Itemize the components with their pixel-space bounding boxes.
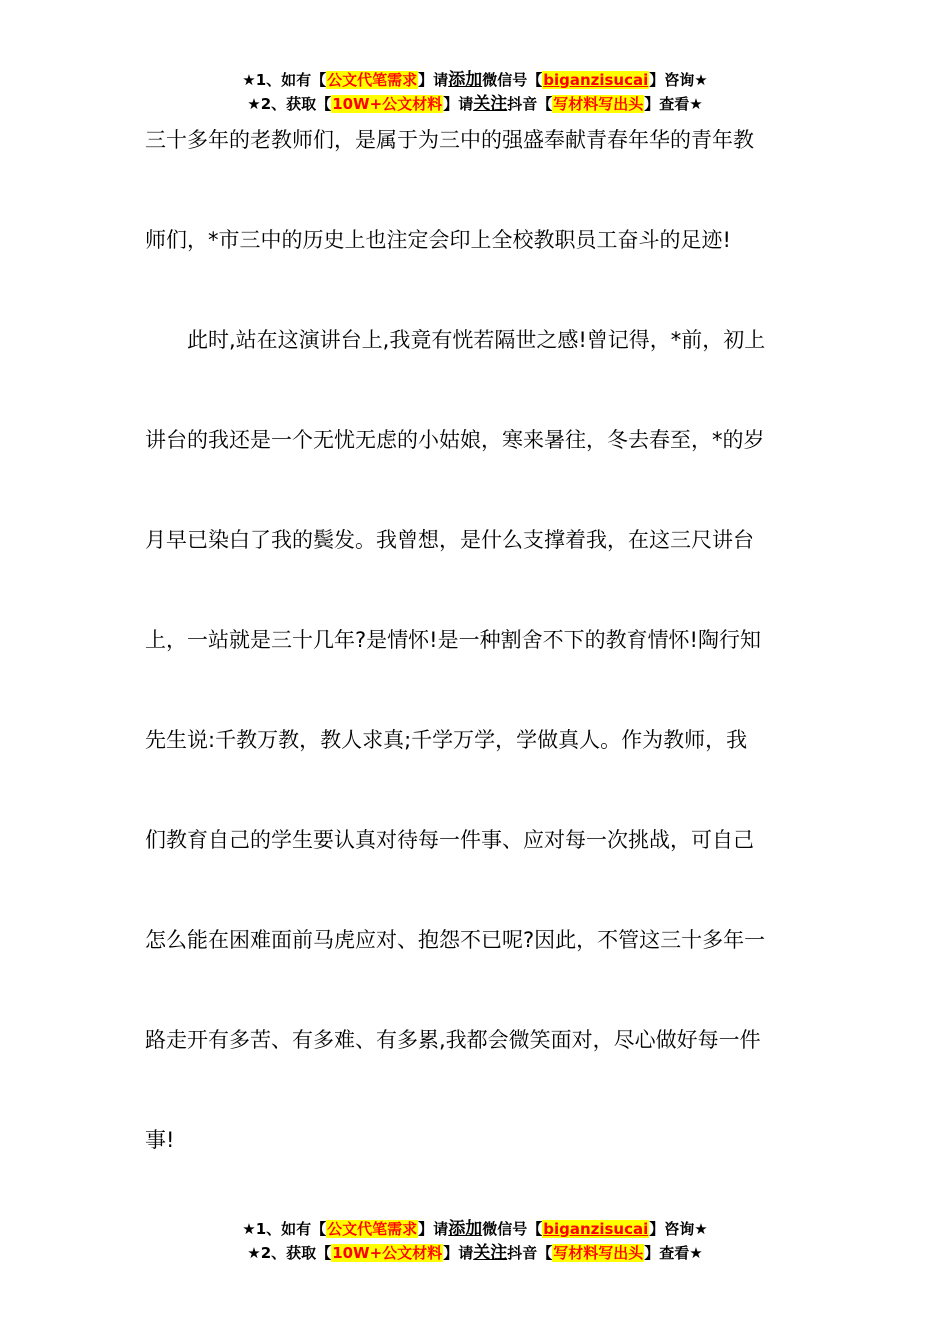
paragraph-line: 讲台的我还是一个无忧无虑的小姑娘，寒来暑往，冬去春至，*的岁: [145, 428, 765, 452]
footer-line-1-emphasis: 添加: [448, 1219, 483, 1239]
footer-line-1-text-2: 微信号【: [482, 1220, 543, 1238]
paragraph-line: 三十多年的老教师们，是属于为三中的强盛奉献青春年华的青年教: [145, 128, 754, 152]
footer-line-2-emphasis: 关注: [473, 1243, 508, 1263]
paragraph-line: 先生说:千教万教，教人求真;千学万学，学做真人。作为教师，我: [145, 728, 748, 752]
banner-line-2: [0, 92, 950, 116]
footer-line-1-text: 】请: [418, 1220, 449, 1238]
banner-douyin-id: 写材料写出头: [553, 95, 644, 113]
header-banner: [0, 68, 950, 116]
footer-line-1-suffix: 】咨询★: [649, 1220, 708, 1238]
paragraph-line: 路走开有多苦、有多难、有多累,我都会微笑面对，尽心做好每一件: [145, 1028, 761, 1052]
paragraph-line: 师们，*市三中的历史上也注定会印上全校教职员工奋斗的足迹!: [145, 228, 731, 252]
banner-wechat-id: biganzisucai: [543, 71, 649, 89]
footer-banner-line-1: [0, 1217, 950, 1241]
banner-line-2-suffix: 】查看★: [644, 95, 703, 113]
footer-line-2-text-2: 抖音【: [507, 1244, 553, 1262]
footer-wechat-id: biganzisucai: [543, 1220, 649, 1238]
footer-line-2-text: 】请: [443, 1244, 474, 1262]
paragraph-line: 月早已染白了我的鬓发。我曾想，是什么支撑着我，在这三尺讲台: [145, 528, 754, 552]
paragraph-line: 事!: [145, 1128, 175, 1152]
paragraph-line: 怎么能在困难面前马虎应对、抱怨不已呢?因此，不管这三十多年一: [145, 928, 766, 952]
banner-line-2-text: 】请: [443, 95, 474, 113]
banner-line-1-text-2: 微信号【: [482, 71, 543, 89]
footer-douyin-id: 写材料写出头: [553, 1244, 644, 1262]
banner-line-2-prefix: ★2、获取【: [247, 95, 332, 113]
banner-line-2-emphasis: 关注: [473, 94, 508, 114]
banner-line-1-emphasis: 添加: [448, 70, 483, 90]
footer-highlight-materials: 10W+公文材料: [332, 1244, 443, 1262]
paragraph-line: 此时,站在这演讲台上,我竟有恍若隔世之感!曾记得，*前，初上: [145, 328, 766, 352]
footer-highlight-service: 公文代笔需求: [327, 1220, 418, 1238]
banner-line-2-text-2: 抖音【: [507, 95, 553, 113]
paragraph-line: 上，一站就是三十几年?是情怀!是一种割舍不下的教育情怀!陶行知: [145, 628, 761, 652]
banner-line-1-text: 】请: [418, 71, 449, 89]
banner-highlight-materials: 10W+公文材料: [332, 95, 443, 113]
footer-banner-line-2: [0, 1241, 950, 1265]
banner-line-1: [0, 68, 950, 92]
banner-highlight-service: 公文代笔需求: [327, 71, 418, 89]
footer-line-1-prefix: ★1、如有【: [242, 1220, 327, 1238]
footer-banner: [0, 1217, 950, 1265]
footer-line-2-suffix: 】查看★: [644, 1244, 703, 1262]
banner-line-1-prefix: ★1、如有【: [242, 71, 327, 89]
paragraph-line: 们教育自己的学生要认真对待每一件事、应对每一次挑战，可自己: [145, 828, 754, 852]
banner-line-1-suffix: 】咨询★: [649, 71, 708, 89]
footer-line-2-prefix: ★2、获取【: [247, 1244, 332, 1262]
